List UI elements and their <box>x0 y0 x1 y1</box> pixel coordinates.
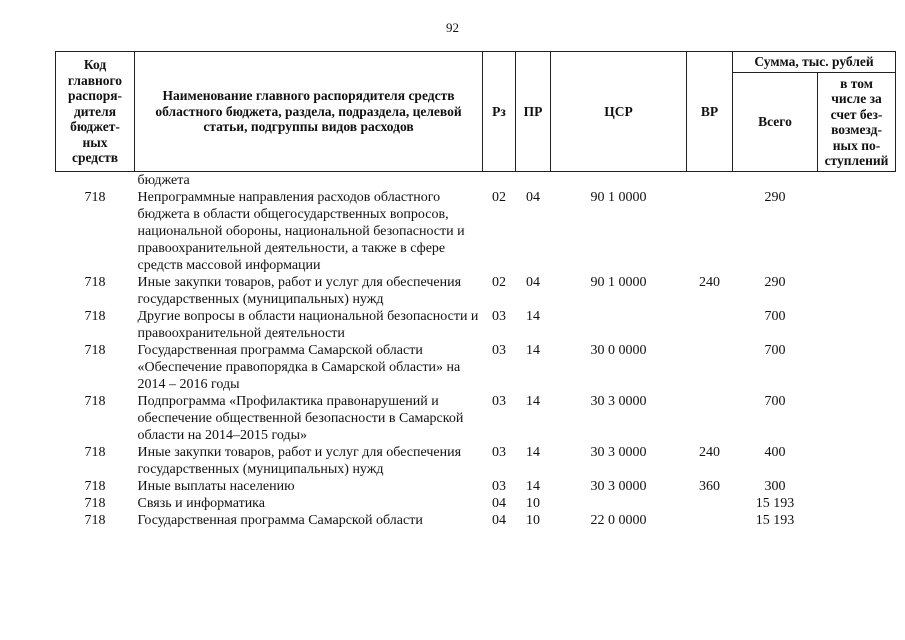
cell-free <box>818 342 896 393</box>
cell-csr <box>551 172 687 190</box>
cell-name: бюджета <box>137 173 190 188</box>
cell-csr: 30 0 0000 <box>590 343 647 358</box>
cell-name: Другие вопросы в области национальной безопасности и правоохранительной деятельности <box>137 309 479 341</box>
cell-vr <box>687 512 733 529</box>
cell-total: 290 <box>764 275 786 290</box>
table-row <box>56 512 896 529</box>
cell-name: Непрограммные направления расходов областного бюджета в области общегосударственных вопросов, национальной обороны, национальной безопасности и правоохранительной деятельности, а также в сфере средств массовой информации <box>137 190 465 273</box>
cell-free <box>818 444 896 478</box>
cell-total <box>733 172 818 190</box>
cell-rz: 03 <box>492 479 506 494</box>
cell-rz: 02 <box>492 190 506 205</box>
table-row <box>56 308 896 342</box>
cell-code: 718 <box>84 309 106 324</box>
cell-free <box>818 274 896 308</box>
cell-pr <box>516 172 551 190</box>
cell-free <box>818 495 896 512</box>
header-rz: Рз <box>483 52 516 172</box>
table-row <box>56 478 896 495</box>
cell-total: 700 <box>764 309 786 324</box>
cell-pr: 14 <box>526 343 540 358</box>
header-vr: ВР <box>687 52 733 172</box>
table-row <box>56 444 896 478</box>
cell-name: Иные закупки товаров, работ и услуг для обеспечения государственных (муниципальных) нужд <box>137 445 462 477</box>
cell-csr: 90 1 0000 <box>590 190 647 205</box>
cell-vr: 240 <box>699 275 720 290</box>
cell-name: Связь и информатика <box>137 496 265 511</box>
cell-code: 718 <box>84 479 106 494</box>
table-row <box>56 495 896 512</box>
cell-total: 700 <box>764 343 786 358</box>
budget-table <box>55 51 896 529</box>
table-row <box>56 342 896 393</box>
table-header <box>56 52 896 172</box>
table-row <box>56 393 896 444</box>
cell-code: 718 <box>84 496 106 511</box>
cell-code: 718 <box>84 445 106 460</box>
header-name: Наименование главного распорядителя средств областного бюджета, раздела, подраздела, целевой статьи, подгруппы видов расходов <box>135 52 483 172</box>
cell-total: 300 <box>764 479 786 494</box>
cell-rz: 03 <box>492 343 506 358</box>
cell-code: 718 <box>84 275 106 290</box>
cell-rz: 04 <box>492 496 506 511</box>
cell-pr: 14 <box>526 309 540 324</box>
cell-free <box>818 512 896 529</box>
cell-csr: 30 3 0000 <box>590 479 647 494</box>
cell-csr: 22 0 0000 <box>590 513 647 528</box>
cell-free <box>818 393 896 444</box>
cell-total: 15 193 <box>755 496 795 511</box>
cell-csr: 30 3 0000 <box>590 445 647 460</box>
cell-vr: 240 <box>699 445 720 460</box>
cell-code: 718 <box>84 394 106 409</box>
cell-free <box>818 308 896 342</box>
cell-rz: 03 <box>492 394 506 409</box>
cell-name: Иные закупки товаров, работ и услуг для обеспечения государственных (муниципальных) нужд <box>137 275 462 307</box>
cell-vr <box>687 189 733 274</box>
cell-name: Иные выплаты населению <box>137 479 295 494</box>
cell-vr <box>687 393 733 444</box>
cell-total: 700 <box>764 394 786 409</box>
cell-vr <box>687 342 733 393</box>
table-row <box>56 274 896 308</box>
header-free: в том числе за счет без-возмезд-ных по-ступлений <box>818 73 896 172</box>
cell-total: 15 193 <box>755 513 795 528</box>
table-row <box>56 189 896 274</box>
cell-code: 718 <box>84 190 106 205</box>
cell-vr: 360 <box>699 479 720 494</box>
cell-vr <box>687 308 733 342</box>
cell-pr: 04 <box>526 275 540 290</box>
header-csr: ЦСР <box>551 52 687 172</box>
cell-total: 290 <box>764 190 786 205</box>
cell-pr: 10 <box>526 496 540 511</box>
cell-vr <box>687 495 733 512</box>
cell-rz: 02 <box>492 275 506 290</box>
cell-pr: 14 <box>526 394 540 409</box>
header-sum: Сумма, тыс. рублей <box>733 52 896 73</box>
header-total: Всего <box>733 73 818 172</box>
cell-rz: 04 <box>492 513 506 528</box>
table-body <box>56 172 896 530</box>
cell-pr: 14 <box>526 445 540 460</box>
cell-free <box>818 189 896 274</box>
table-row <box>56 172 896 190</box>
cell-rz: 03 <box>492 445 506 460</box>
cell-pr: 10 <box>526 513 540 528</box>
cell-name: Подпрограмма «Профилактика правонарушений и обеспечение общественной безопасности в Самарской области на 2014–2015 годы» <box>137 394 464 443</box>
cell-csr: 30 3 0000 <box>590 394 647 409</box>
cell-free <box>818 172 896 190</box>
cell-rz <box>483 172 516 190</box>
cell-free <box>818 478 896 495</box>
cell-code: 718 <box>84 513 106 528</box>
cell-vr <box>687 172 733 190</box>
cell-csr <box>551 308 687 342</box>
cell-name: Государственная программа Самарской области <box>137 513 423 528</box>
page-number: 92 <box>446 20 459 35</box>
header-pr: ПР <box>516 52 551 172</box>
cell-csr <box>551 495 687 512</box>
cell-rz: 03 <box>492 309 506 324</box>
cell-code <box>56 172 135 190</box>
cell-csr: 90 1 0000 <box>590 275 647 290</box>
cell-pr: 14 <box>526 479 540 494</box>
header-code: Код главного распоря-дителя бюджет-ных средств <box>56 52 135 172</box>
cell-total: 400 <box>764 445 786 460</box>
cell-name: Государственная программа Самарской области «Обеспечение правопорядка в Самарской области» на 2014 – 2016 годы <box>137 343 461 392</box>
cell-code: 718 <box>84 343 106 358</box>
cell-pr: 04 <box>526 190 540 205</box>
